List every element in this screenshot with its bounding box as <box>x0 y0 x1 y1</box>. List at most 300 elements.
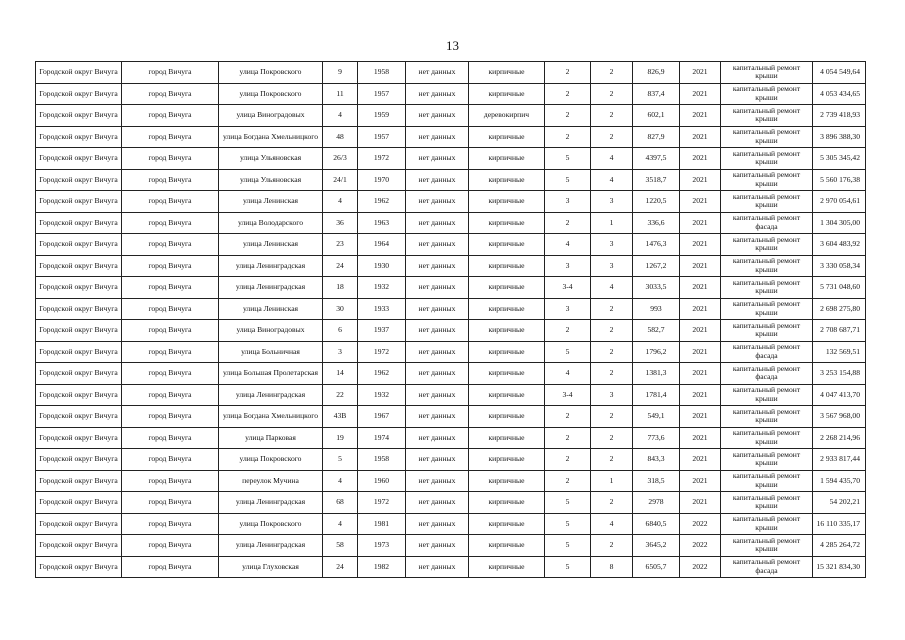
cell-build-year: 1970 <box>358 169 406 191</box>
cell-house-number: 26/3 <box>323 148 358 170</box>
cell-area: 1267,2 <box>633 255 680 277</box>
cell-build-year: 1933 <box>358 298 406 320</box>
cell-wall-material: кирпичные <box>469 169 545 191</box>
cell-house-number: 22 <box>323 384 358 406</box>
cell-commissioning-year: нет данных <box>406 556 469 578</box>
cell-repair-type: капитальный ремонт фасада <box>721 363 813 385</box>
cell-floors: 5 <box>545 341 591 363</box>
cell-floors: 5 <box>545 513 591 535</box>
cell-house-number: 19 <box>323 427 358 449</box>
cell-wall-material: кирпичные <box>469 212 545 234</box>
cell-floors: 2 <box>545 406 591 428</box>
cell-entrances: 2 <box>591 535 633 557</box>
cell-repair-year: 2021 <box>680 277 721 299</box>
cell-repair-type: капитальный ремонт крыши <box>721 105 813 127</box>
cell-floors: 5 <box>545 148 591 170</box>
cell-street: улица Большая Пролетарская <box>219 363 323 385</box>
table-row <box>36 62 866 84</box>
cell-floors: 3-4 <box>545 384 591 406</box>
cell-area: 336,6 <box>633 212 680 234</box>
cell-locality: город Вичуга <box>122 83 219 105</box>
cell-street: улица Виноградовых <box>219 105 323 127</box>
cell-cost: 3 330 058,34 <box>813 255 866 277</box>
cell-repair-year: 2021 <box>680 169 721 191</box>
cell-repair-year: 2021 <box>680 470 721 492</box>
table-row <box>36 363 866 385</box>
cell-repair-type: капитальный ремонт крыши <box>721 255 813 277</box>
housing-repair-table <box>35 61 866 578</box>
cell-locality: город Вичуга <box>122 212 219 234</box>
cell-floors: 3 <box>545 255 591 277</box>
cell-area: 6505,7 <box>633 556 680 578</box>
cell-street: улица Покровского <box>219 449 323 471</box>
cell-entrances: 2 <box>591 341 633 363</box>
cell-entrances: 1 <box>591 212 633 234</box>
cell-wall-material: кирпичные <box>469 234 545 256</box>
table-row <box>36 126 866 148</box>
cell-entrances: 4 <box>591 513 633 535</box>
cell-locality: город Вичуга <box>122 470 219 492</box>
cell-entrances: 4 <box>591 277 633 299</box>
cell-house-number: 11 <box>323 83 358 105</box>
cell-area: 993 <box>633 298 680 320</box>
cell-locality: город Вичуга <box>122 148 219 170</box>
cell-floors: 3-4 <box>545 277 591 299</box>
cell-wall-material: кирпичные <box>469 255 545 277</box>
cell-area: 3033,5 <box>633 277 680 299</box>
cell-area: 2978 <box>633 492 680 514</box>
cell-district: Городской округ Вичуга <box>36 298 122 320</box>
cell-build-year: 1974 <box>358 427 406 449</box>
cell-floors: 2 <box>545 470 591 492</box>
table-row <box>36 535 866 557</box>
cell-floors: 5 <box>545 169 591 191</box>
cell-cost: 5 731 048,60 <box>813 277 866 299</box>
cell-cost: 2 970 054,61 <box>813 191 866 213</box>
cell-area: 1220,5 <box>633 191 680 213</box>
cell-floors: 4 <box>545 234 591 256</box>
cell-build-year: 1972 <box>358 492 406 514</box>
cell-repair-year: 2021 <box>680 384 721 406</box>
cell-area: 1781,4 <box>633 384 680 406</box>
cell-cost: 4 285 264,72 <box>813 535 866 557</box>
cell-repair-type: капитальный ремонт крыши <box>721 148 813 170</box>
cell-repair-year: 2021 <box>680 449 721 471</box>
cell-commissioning-year: нет данных <box>406 320 469 342</box>
cell-floors: 2 <box>545 449 591 471</box>
cell-area: 318,5 <box>633 470 680 492</box>
cell-cost: 3 567 968,00 <box>813 406 866 428</box>
cell-district: Городской округ Вичуга <box>36 105 122 127</box>
cell-repair-type: капитальный ремонт крыши <box>721 470 813 492</box>
table-row <box>36 83 866 105</box>
cell-street: улица Виноградовых <box>219 320 323 342</box>
cell-street: улица Покровского <box>219 62 323 84</box>
cell-locality: город Вичуга <box>122 62 219 84</box>
cell-locality: город Вичуга <box>122 341 219 363</box>
cell-district: Городской округ Вичуга <box>36 363 122 385</box>
cell-street: улица Покровского <box>219 513 323 535</box>
cell-locality: город Вичуга <box>122 277 219 299</box>
cell-cost: 2 268 214,96 <box>813 427 866 449</box>
cell-cost: 3 896 388,30 <box>813 126 866 148</box>
cell-wall-material: кирпичные <box>469 427 545 449</box>
cell-wall-material: кирпичные <box>469 535 545 557</box>
cell-wall-material: кирпичные <box>469 277 545 299</box>
cell-repair-type: капитальный ремонт фасада <box>721 556 813 578</box>
cell-street: переулок Мучина <box>219 470 323 492</box>
cell-street: улица Ленинградская <box>219 535 323 557</box>
cell-commissioning-year: нет данных <box>406 470 469 492</box>
cell-locality: город Вичуга <box>122 169 219 191</box>
cell-locality: город Вичуга <box>122 535 219 557</box>
cell-floors: 2 <box>545 320 591 342</box>
cell-wall-material: кирпичные <box>469 556 545 578</box>
cell-area: 773,6 <box>633 427 680 449</box>
cell-cost: 54 202,21 <box>813 492 866 514</box>
cell-wall-material: кирпичные <box>469 148 545 170</box>
cell-district: Городской округ Вичуга <box>36 83 122 105</box>
cell-repair-type: капитальный ремонт крыши <box>721 298 813 320</box>
table-row <box>36 212 866 234</box>
cell-cost: 5 305 345,42 <box>813 148 866 170</box>
cell-district: Городской округ Вичуга <box>36 255 122 277</box>
cell-build-year: 1937 <box>358 320 406 342</box>
cell-repair-year: 2021 <box>680 406 721 428</box>
cell-repair-year: 2022 <box>680 535 721 557</box>
cell-repair-type: капитальный ремонт крыши <box>721 320 813 342</box>
cell-cost: 132 569,51 <box>813 341 866 363</box>
cell-house-number: 58 <box>323 535 358 557</box>
table-row <box>36 556 866 578</box>
cell-build-year: 1930 <box>358 255 406 277</box>
cell-repair-type: капитальный ремонт крыши <box>721 126 813 148</box>
cell-street: улица Парковая <box>219 427 323 449</box>
cell-commissioning-year: нет данных <box>406 513 469 535</box>
cell-build-year: 1959 <box>358 105 406 127</box>
cell-build-year: 1962 <box>358 191 406 213</box>
cell-build-year: 1972 <box>358 148 406 170</box>
cell-repair-year: 2021 <box>680 148 721 170</box>
cell-commissioning-year: нет данных <box>406 406 469 428</box>
cell-commissioning-year: нет данных <box>406 234 469 256</box>
cell-floors: 4 <box>545 363 591 385</box>
cell-cost: 4 053 434,65 <box>813 83 866 105</box>
cell-build-year: 1958 <box>358 62 406 84</box>
cell-build-year: 1981 <box>358 513 406 535</box>
cell-entrances: 4 <box>591 148 633 170</box>
cell-repair-type: капитальный ремонт крыши <box>721 277 813 299</box>
cell-cost: 2 933 817,44 <box>813 449 866 471</box>
cell-commissioning-year: нет данных <box>406 492 469 514</box>
cell-entrances: 1 <box>591 470 633 492</box>
cell-street: улица Ульяновская <box>219 169 323 191</box>
cell-repair-year: 2022 <box>680 513 721 535</box>
cell-floors: 3 <box>545 298 591 320</box>
cell-house-number: 68 <box>323 492 358 514</box>
cell-house-number: 3 <box>323 341 358 363</box>
cell-district: Городской округ Вичуга <box>36 535 122 557</box>
cell-district: Городской округ Вичуга <box>36 513 122 535</box>
table-row <box>36 513 866 535</box>
cell-locality: город Вичуга <box>122 298 219 320</box>
cell-wall-material: кирпичные <box>469 513 545 535</box>
cell-wall-material: кирпичные <box>469 126 545 148</box>
cell-district: Городской округ Вичуга <box>36 191 122 213</box>
table-row <box>36 341 866 363</box>
cell-entrances: 3 <box>591 191 633 213</box>
cell-house-number: 36 <box>323 212 358 234</box>
cell-repair-year: 2021 <box>680 83 721 105</box>
cell-house-number: 48 <box>323 126 358 148</box>
table-row <box>36 470 866 492</box>
cell-area: 3518,7 <box>633 169 680 191</box>
table-row <box>36 298 866 320</box>
cell-district: Городской округ Вичуга <box>36 406 122 428</box>
cell-commissioning-year: нет данных <box>406 105 469 127</box>
cell-area: 602,1 <box>633 105 680 127</box>
cell-entrances: 2 <box>591 449 633 471</box>
cell-repair-year: 2021 <box>680 191 721 213</box>
cell-district: Городской округ Вичуга <box>36 148 122 170</box>
table-row <box>36 492 866 514</box>
cell-cost: 2 708 687,71 <box>813 320 866 342</box>
cell-wall-material: кирпичные <box>469 320 545 342</box>
cell-locality: город Вичуга <box>122 234 219 256</box>
cell-district: Городской округ Вичуга <box>36 234 122 256</box>
cell-commissioning-year: нет данных <box>406 427 469 449</box>
cell-house-number: 5 <box>323 449 358 471</box>
page-number: 13 <box>446 38 459 53</box>
cell-cost: 16 110 335,17 <box>813 513 866 535</box>
cell-house-number: 14 <box>323 363 358 385</box>
cell-floors: 5 <box>545 556 591 578</box>
cell-entrances: 2 <box>591 492 633 514</box>
cell-wall-material: кирпичные <box>469 341 545 363</box>
table-row <box>36 234 866 256</box>
cell-locality: город Вичуга <box>122 320 219 342</box>
cell-commissioning-year: нет данных <box>406 298 469 320</box>
cell-street: улица Ленинградская <box>219 255 323 277</box>
cell-commissioning-year: нет данных <box>406 148 469 170</box>
cell-commissioning-year: нет данных <box>406 255 469 277</box>
cell-repair-year: 2021 <box>680 363 721 385</box>
table-row <box>36 277 866 299</box>
cell-wall-material: кирпичные <box>469 384 545 406</box>
cell-entrances: 2 <box>591 298 633 320</box>
cell-entrances: 2 <box>591 105 633 127</box>
cell-locality: город Вичуга <box>122 427 219 449</box>
cell-entrances: 2 <box>591 363 633 385</box>
cell-district: Городской округ Вичуга <box>36 212 122 234</box>
cell-commissioning-year: нет данных <box>406 212 469 234</box>
cell-area: 4397,5 <box>633 148 680 170</box>
table-row <box>36 320 866 342</box>
cell-commissioning-year: нет данных <box>406 384 469 406</box>
cell-wall-material: кирпичные <box>469 191 545 213</box>
cell-build-year: 1972 <box>358 341 406 363</box>
cell-cost: 3 604 483,92 <box>813 234 866 256</box>
cell-build-year: 1957 <box>358 83 406 105</box>
cell-repair-type: капитальный ремонт фасада <box>721 341 813 363</box>
cell-repair-type: капитальный ремонт крыши <box>721 427 813 449</box>
cell-locality: город Вичуга <box>122 406 219 428</box>
cell-locality: город Вичуга <box>122 449 219 471</box>
cell-district: Городской округ Вичуга <box>36 320 122 342</box>
cell-wall-material: кирпичные <box>469 83 545 105</box>
cell-repair-type: капитальный ремонт крыши <box>721 191 813 213</box>
cell-build-year: 1932 <box>358 384 406 406</box>
cell-repair-type: капитальный ремонт крыши <box>721 406 813 428</box>
cell-house-number: 4 <box>323 513 358 535</box>
cell-repair-type: капитальный ремонт крыши <box>721 535 813 557</box>
cell-wall-material: кирпичные <box>469 470 545 492</box>
cell-street: улица Володарского <box>219 212 323 234</box>
cell-repair-year: 2021 <box>680 298 721 320</box>
cell-house-number: 24 <box>323 255 358 277</box>
cell-repair-type: капитальный ремонт крыши <box>721 513 813 535</box>
cell-district: Городской округ Вичуга <box>36 427 122 449</box>
cell-commissioning-year: нет данных <box>406 62 469 84</box>
cell-build-year: 1960 <box>358 470 406 492</box>
cell-commissioning-year: нет данных <box>406 191 469 213</box>
cell-commissioning-year: нет данных <box>406 126 469 148</box>
cell-house-number: 9 <box>323 62 358 84</box>
cell-repair-year: 2021 <box>680 234 721 256</box>
cell-entrances: 8 <box>591 556 633 578</box>
cell-area: 1381,3 <box>633 363 680 385</box>
cell-street: улица Ленинская <box>219 234 323 256</box>
cell-cost: 2 698 275,80 <box>813 298 866 320</box>
cell-repair-year: 2021 <box>680 320 721 342</box>
cell-entrances: 2 <box>591 62 633 84</box>
cell-district: Городской округ Вичуга <box>36 470 122 492</box>
cell-repair-type: капитальный ремонт крыши <box>721 83 813 105</box>
cell-district: Городской округ Вичуга <box>36 62 122 84</box>
cell-floors: 3 <box>545 191 591 213</box>
cell-district: Городской округ Вичуга <box>36 492 122 514</box>
cell-commissioning-year: нет данных <box>406 341 469 363</box>
cell-floors: 2 <box>545 427 591 449</box>
cell-repair-type: капитальный ремонт крыши <box>721 234 813 256</box>
cell-locality: город Вичуга <box>122 513 219 535</box>
cell-house-number: 24/1 <box>323 169 358 191</box>
cell-repair-year: 2022 <box>680 556 721 578</box>
cell-district: Городской округ Вичуга <box>36 126 122 148</box>
cell-cost: 4 047 413,70 <box>813 384 866 406</box>
cell-area: 3645,2 <box>633 535 680 557</box>
cell-entrances: 2 <box>591 126 633 148</box>
cell-build-year: 1957 <box>358 126 406 148</box>
cell-district: Городской округ Вичуга <box>36 556 122 578</box>
cell-area: 826,9 <box>633 62 680 84</box>
cell-wall-material: деревокирпич <box>469 105 545 127</box>
cell-district: Городской округ Вичуга <box>36 277 122 299</box>
table-row <box>36 191 866 213</box>
cell-locality: город Вичуга <box>122 105 219 127</box>
cell-floors: 5 <box>545 492 591 514</box>
cell-floors: 2 <box>545 105 591 127</box>
cell-build-year: 1973 <box>358 535 406 557</box>
cell-locality: город Вичуга <box>122 492 219 514</box>
table-row <box>36 105 866 127</box>
cell-house-number: 4 <box>323 191 358 213</box>
cell-repair-year: 2021 <box>680 341 721 363</box>
cell-area: 6840,5 <box>633 513 680 535</box>
cell-street: улица Богдана Хмельницкого <box>219 406 323 428</box>
cell-area: 1796,2 <box>633 341 680 363</box>
cell-cost: 2 739 418,93 <box>813 105 866 127</box>
cell-locality: город Вичуга <box>122 126 219 148</box>
cell-build-year: 1964 <box>358 234 406 256</box>
table-row <box>36 406 866 428</box>
cell-cost: 5 560 176,38 <box>813 169 866 191</box>
cell-wall-material: кирпичные <box>469 363 545 385</box>
cell-area: 1476,3 <box>633 234 680 256</box>
table-row <box>36 427 866 449</box>
cell-street: улица Богдана Хмельницкого <box>219 126 323 148</box>
cell-house-number: 4 <box>323 470 358 492</box>
cell-house-number: 24 <box>323 556 358 578</box>
cell-house-number: 43В <box>323 406 358 428</box>
cell-build-year: 1982 <box>358 556 406 578</box>
cell-house-number: 6 <box>323 320 358 342</box>
cell-build-year: 1958 <box>358 449 406 471</box>
cell-build-year: 1962 <box>358 363 406 385</box>
cell-commissioning-year: нет данных <box>406 449 469 471</box>
cell-entrances: 2 <box>591 427 633 449</box>
cell-repair-type: капитальный ремонт крыши <box>721 384 813 406</box>
cell-area: 837,4 <box>633 83 680 105</box>
cell-street: улица Покровского <box>219 83 323 105</box>
cell-street: улица Ленинградская <box>219 384 323 406</box>
cell-locality: город Вичуга <box>122 384 219 406</box>
cell-cost: 1 594 435,70 <box>813 470 866 492</box>
cell-repair-year: 2021 <box>680 105 721 127</box>
cell-floors: 2 <box>545 126 591 148</box>
cell-street: улица Ленинградская <box>219 492 323 514</box>
cell-house-number: 18 <box>323 277 358 299</box>
cell-repair-type: капитальный ремонт крыши <box>721 169 813 191</box>
cell-commissioning-year: нет данных <box>406 277 469 299</box>
cell-repair-year: 2021 <box>680 126 721 148</box>
cell-area: 549,1 <box>633 406 680 428</box>
cell-commissioning-year: нет данных <box>406 363 469 385</box>
cell-house-number: 4 <box>323 105 358 127</box>
table-row <box>36 255 866 277</box>
cell-district: Городской округ Вичуга <box>36 341 122 363</box>
cell-house-number: 23 <box>323 234 358 256</box>
cell-repair-type: капитальный ремонт крыши <box>721 62 813 84</box>
cell-entrances: 3 <box>591 234 633 256</box>
cell-area: 827,9 <box>633 126 680 148</box>
cell-repair-year: 2021 <box>680 492 721 514</box>
cell-entrances: 3 <box>591 255 633 277</box>
cell-street: улица Ульяновская <box>219 148 323 170</box>
cell-locality: город Вичуга <box>122 191 219 213</box>
table-row <box>36 169 866 191</box>
cell-street: улица Ленинская <box>219 191 323 213</box>
cell-cost: 4 054 549,64 <box>813 62 866 84</box>
cell-build-year: 1932 <box>358 277 406 299</box>
cell-build-year: 1963 <box>358 212 406 234</box>
cell-build-year: 1967 <box>358 406 406 428</box>
cell-floors: 2 <box>545 212 591 234</box>
cell-street: улица Ленинградская <box>219 277 323 299</box>
cell-floors: 2 <box>545 62 591 84</box>
cell-wall-material: кирпичные <box>469 449 545 471</box>
cell-locality: город Вичуга <box>122 556 219 578</box>
